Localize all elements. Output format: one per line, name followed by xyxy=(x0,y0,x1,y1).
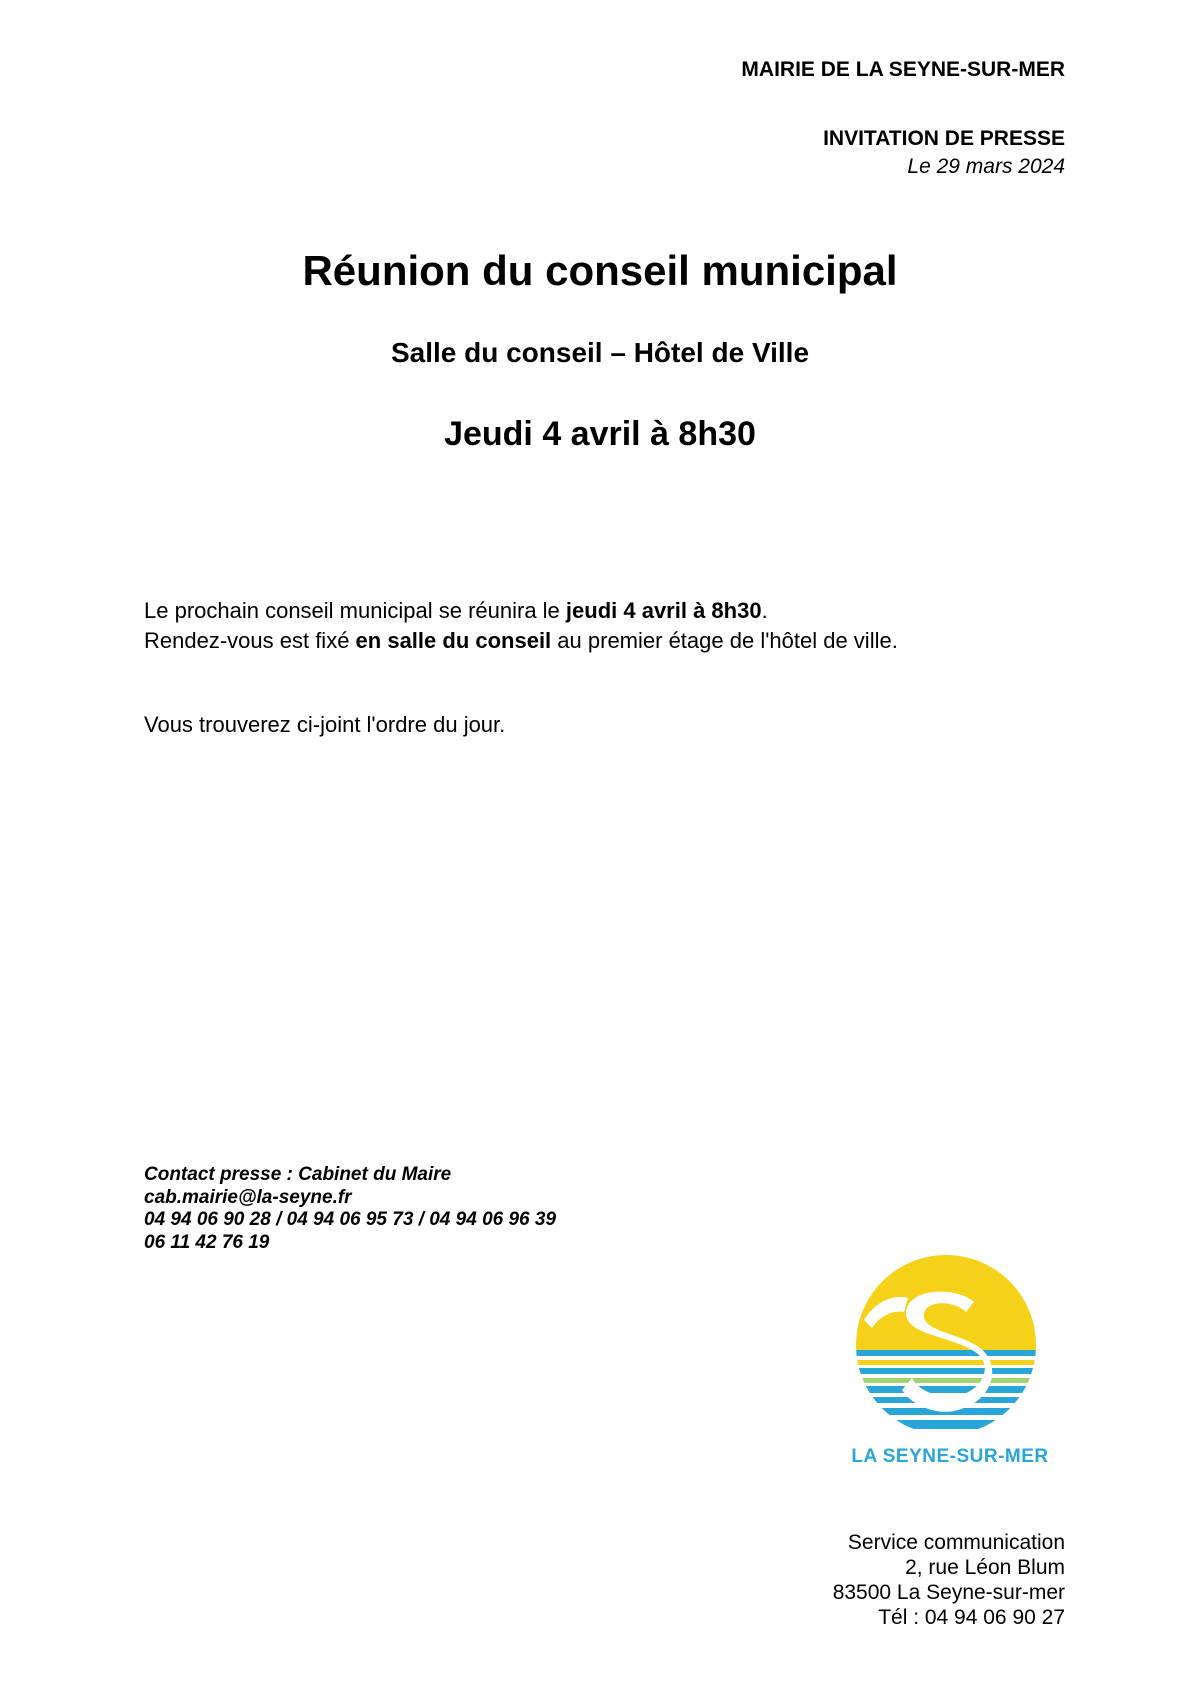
contact-email[interactable]: cab.mairie@la-seyne.fr xyxy=(144,1186,352,1208)
logo-wordmark: LA SEYNE-SUR-MER xyxy=(851,1446,1049,1467)
document-date: Le 29 mars 2024 xyxy=(907,155,1065,178)
contact-phones: 04 94 06 90 28 / 04 94 06 95 73 / 04 94 06 96 39 xyxy=(144,1209,557,1230)
text-run: au premier étage de l'hôtel de ville. xyxy=(551,628,898,653)
body-line-2 xyxy=(144,626,898,656)
event-location: Salle du conseil – Hôtel de Ville xyxy=(390,337,810,368)
body-line-1 xyxy=(144,596,898,626)
text-run-bold: en salle du conseil xyxy=(355,628,552,653)
sun-sea-logo-icon xyxy=(846,1250,1046,1440)
footer-phone: Tél : 04 94 06 90 27 xyxy=(878,1606,1065,1629)
footer-address xyxy=(833,1530,1065,1630)
body-paragraph-2: Vous trouverez ci-joint l'ordre du jour. xyxy=(144,712,506,737)
contact-label: Contact presse : Cabinet du Maire xyxy=(144,1164,452,1185)
text-run: Rendez-vous est fixé xyxy=(144,628,356,653)
body-paragraph-1 xyxy=(144,596,898,656)
footer-street: 2, rue Léon Blum xyxy=(905,1556,1065,1579)
organization-name: MAIRIE DE LA SEYNE-SUR-MER xyxy=(741,58,1065,81)
text-run: . xyxy=(761,598,768,623)
footer-city: 83500 La Seyne-sur-mer xyxy=(832,1581,1065,1604)
text-run-bold: jeudi 4 avril à 8h30 xyxy=(565,598,762,623)
text-run: Le prochain conseil municipal se réunira le xyxy=(144,598,566,623)
event-datetime: Jeudi 4 avril à 8h30 xyxy=(444,415,756,453)
page-title: Réunion du conseil municipal xyxy=(302,247,898,294)
footer-service: Service communication xyxy=(847,1531,1065,1554)
invitation-header xyxy=(823,125,1065,181)
document-type: INVITATION DE PRESSE xyxy=(823,127,1065,150)
press-contact xyxy=(144,1164,556,1254)
city-logo xyxy=(846,1250,1046,1440)
contact-mobile: 06 11 42 76 19 xyxy=(144,1231,270,1253)
